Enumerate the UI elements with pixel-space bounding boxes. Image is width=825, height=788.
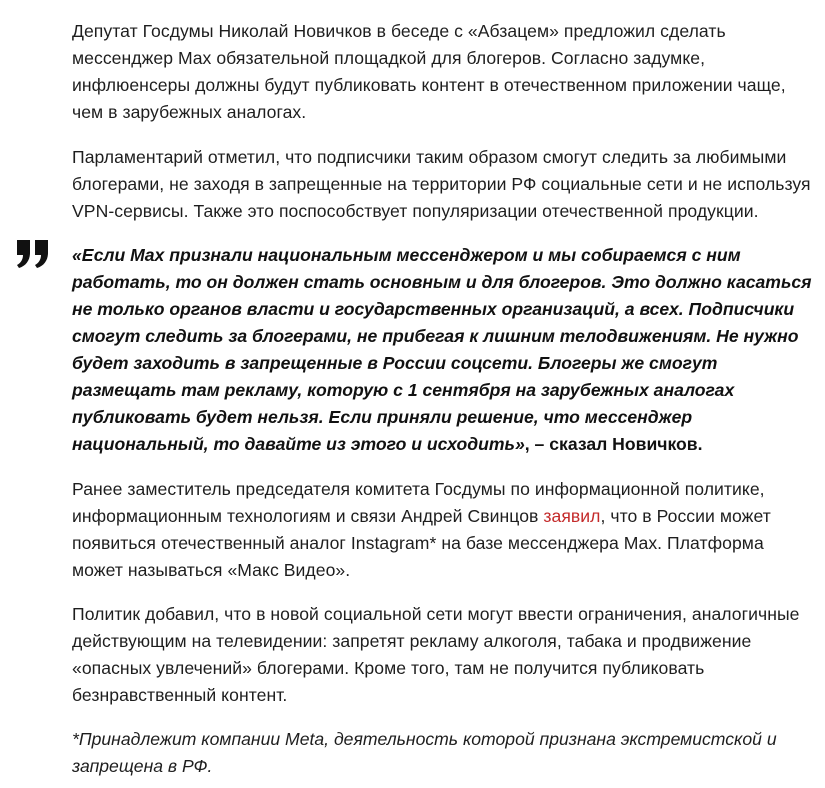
article-paragraph-4: Политик добавил, что в новой социальной сети могут ввести ограничения, аналогичные действующим на телевидении: запретят рекламу алкоголя, табака и продвижение «опасных увлечений» блогерами. Кроме того, там не получится публиковать безнравственный контент. <box>72 604 800 705</box>
paragraph-3-text-after: , что в России может появиться отечественный аналог Instagram* на базе мессенджера Max. Платформа может называться «Макс Видео». <box>72 506 771 580</box>
footnote: *Принадлежит компании Meta, деятельность которой признана экстремистской и запрещена в РФ. <box>72 729 777 776</box>
article-paragraph-1: Депутат Госдумы Николай Новичков в беседе с «Абзацем» предложил сделать мессенджер Max обязательной площадкой для блогеров. Согласно задумке, инфлюенсеры должны будут публиковать контент в отечественном приложении чаще, чем в зарубежных аналогах. <box>72 21 786 122</box>
paragraph-3-text-before: Ранее заместитель председателя комитета Госдумы по информационной политике, информационным технологиям и связи Андрей Свинцов <box>72 479 765 526</box>
quote-text <box>72 242 812 458</box>
blockquote <box>72 242 812 458</box>
article-paragraph-2: Парламентарий отметил, что подписчики таким образом смогут следить за любимыми блогерами, не заходя в запрещенные на территории РФ социальные сети и не используя VPN-сервисы. Также это поспособствует популяризации отечественной продукции. <box>72 147 811 221</box>
article-body <box>72 18 812 780</box>
stated-link[interactable]: заявил <box>543 506 601 526</box>
quote-mark-icon <box>15 239 51 269</box>
quote-attribution: , – сказал Новичков. <box>524 434 703 454</box>
quote-body: «Если Max признали национальным мессенджером и мы собираемся с ним работать, то он должен стать основным и для блогеров. Это должно касаться не только органов власти и государственных организаций, а всех. Подписчики смогут следить за блогерами, не прибегая к лишним телодвижениям. Не нужно будет заходить в запрещенные в России соцсети. Блогеры же смогут размещать там рекламу, которую с 1 сентября на зарубежных аналогах публиковать будет нельзя. Если приняли решение, что мессенджер национальный, то давайте из этого и исходить» <box>72 245 812 454</box>
article-paragraph-3 <box>72 476 812 584</box>
